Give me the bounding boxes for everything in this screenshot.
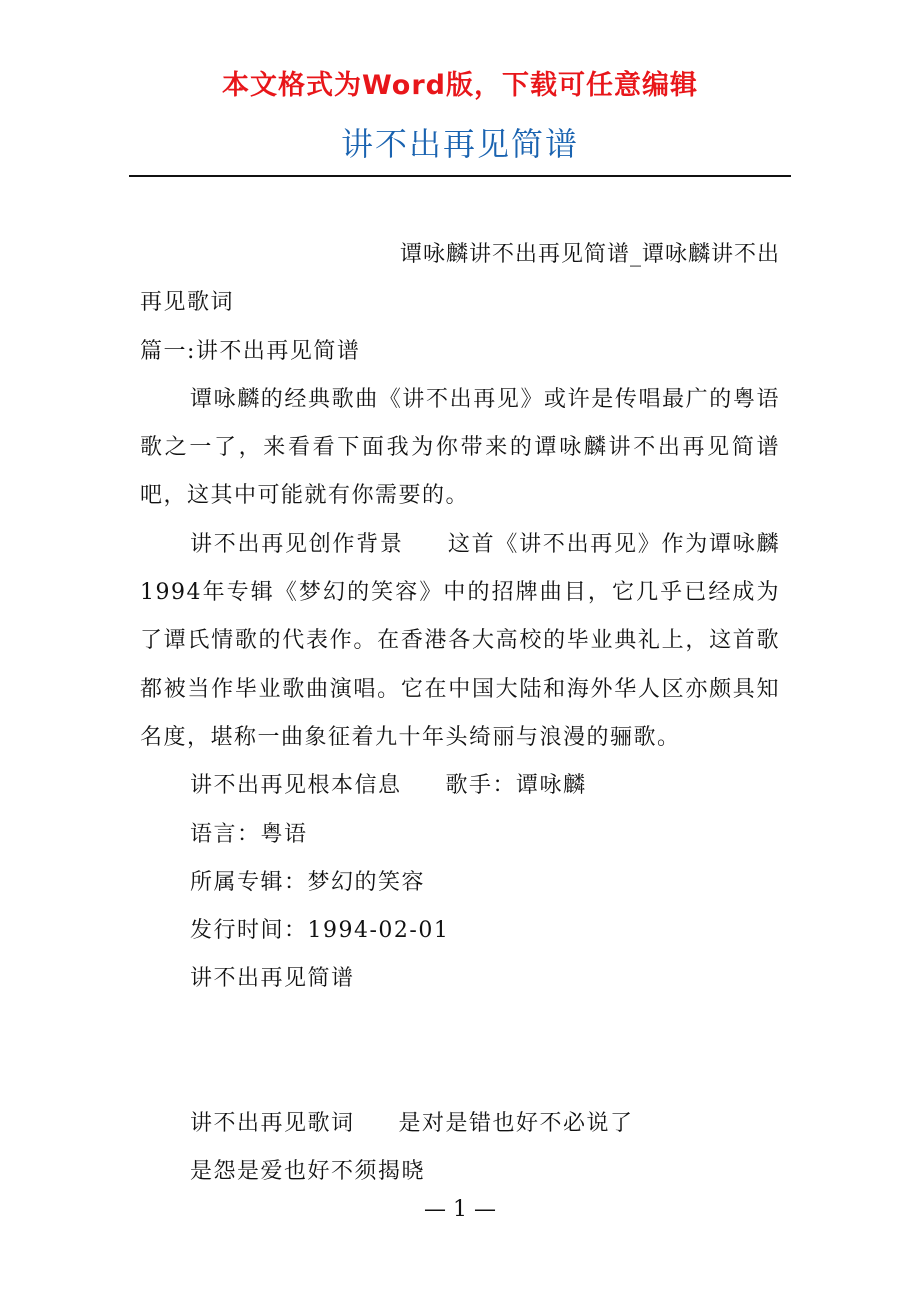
singer-info: 歌手：谭咏麟 (445, 773, 587, 799)
score-placeholder (140, 1004, 780, 1100)
lyric-line-2: 是怨是爱也好不须揭晓 (190, 1159, 426, 1185)
background-paragraph (140, 521, 780, 762)
info-paragraph (140, 762, 780, 810)
page-number: — 1 — (424, 1197, 496, 1222)
lyrics-paragraph (140, 1100, 780, 1148)
release-date-info: 发行时间：1994-02-01 (190, 918, 450, 944)
title-divider (129, 175, 791, 177)
document-body (140, 231, 780, 1196)
section-heading: 篇一:讲不出再见简谱 (140, 338, 361, 364)
info-label: 讲不出再见根本信息 (190, 773, 402, 799)
album-info: 所属专辑：梦幻的笑容 (190, 869, 426, 895)
format-banner: 本文格式为Word版，下载可任意编辑 (221, 70, 698, 101)
article-heading-line1: 谭咏麟讲不出再见简谱_谭咏麟讲不出 (399, 242, 780, 267)
article-heading-line2: 再见歌词 (140, 290, 235, 316)
document-title: 讲不出再见简谱 (340, 125, 579, 163)
lyric-line-1: 是对是错也好不必说了 (398, 1110, 634, 1136)
lyrics-label: 讲不出再见歌词 (190, 1110, 355, 1136)
language-info: 语言：粤语 (190, 821, 308, 847)
intro-paragraph: 谭咏麟的经典歌曲《讲不出再见》或许是传唱最广的粤语歌之一了，来看看下面我为你带来的谭咏麟讲不出再见简谱吧，这其中可能就有你需要的。 (140, 386, 780, 509)
background-label: 讲不出再见创作背景 (190, 531, 404, 557)
background-text: 这首《讲不出再见》作为谭咏麟1994年专辑《梦幻的笑容》中的招牌曲目，它几乎已经成为了谭氏情歌的代表作。在香港各大高校的毕业典礼上，这首歌都被当作毕业歌曲演唱。它在中国大陆和海外华人区亦颇具知名度，堪称一曲象征着九十年头绮丽与浪漫的骊歌。 (140, 531, 780, 750)
score-label: 讲不出再见简谱 (190, 966, 355, 992)
